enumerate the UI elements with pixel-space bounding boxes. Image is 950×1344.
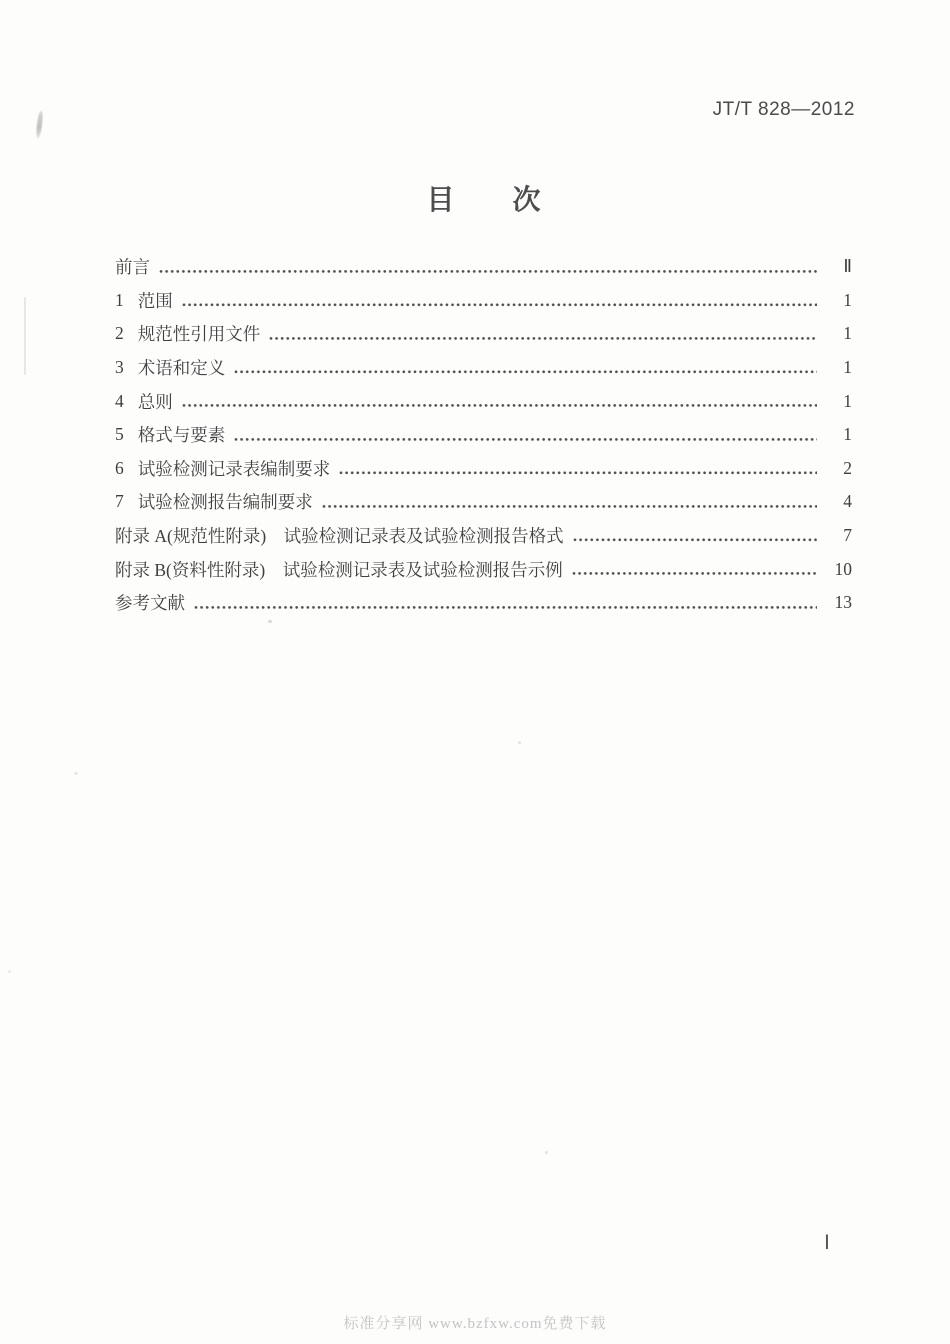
toc-entry-number: 2: [115, 323, 124, 344]
toc-entry-number: 1: [115, 289, 124, 310]
toc-entry-label: 试验检测报告编制要求: [137, 492, 313, 513]
toc-title-char-first: 目: [426, 185, 455, 216]
toc-entry-number: 6: [115, 457, 124, 478]
toc-entry: [115, 519, 852, 553]
toc-entry-page: 1: [843, 357, 852, 378]
toc-entry-label: 参考文献: [115, 593, 185, 614]
toc-entry-page: 10: [834, 558, 852, 579]
toc-entry-page: 1: [843, 289, 852, 310]
toc-entry-page: 2: [843, 457, 852, 478]
standard-code-header: JT/T 828—2012: [712, 99, 855, 120]
toc-title-char-second: 次: [512, 185, 541, 216]
toc-entry: [115, 586, 852, 620]
toc-entry-label: 前言: [115, 257, 150, 278]
dot-leader: [322, 485, 817, 519]
toc-entry: [115, 317, 852, 351]
toc-entry-page: 4: [843, 491, 852, 512]
scan-speck: [74, 772, 78, 775]
toc-entry-number: 4: [115, 390, 124, 411]
dot-leader: [159, 250, 817, 284]
toc-entry: [115, 552, 852, 586]
toc-entry-label: 术语和定义: [137, 358, 226, 379]
scan-speck: [8, 970, 11, 973]
toc-entry-label: 规范性引用文件: [137, 324, 261, 345]
toc-entry-number: 5: [115, 424, 124, 445]
toc-entry-number: 3: [115, 357, 124, 378]
dot-leader: [182, 284, 817, 318]
toc-entry-label: 范围: [137, 290, 173, 311]
toc-entry: [115, 418, 852, 452]
dot-leader: [182, 384, 817, 418]
toc-entry: [115, 284, 852, 318]
scan-speck: [545, 1151, 548, 1154]
toc-entry-label: 附录 A(规范性附录) 试验检测记录表及试验检测报告格式: [115, 526, 564, 547]
toc-entry: [115, 250, 852, 284]
toc-entry-label: 格式与要素: [137, 425, 226, 446]
toc-entry-page: Ⅱ: [843, 256, 852, 277]
page-number: Ⅰ: [824, 1232, 830, 1254]
dot-leader: [572, 552, 817, 586]
toc-entry-label: 附录 B(资料性附录) 试验检测记录表及试验检测报告示例: [115, 559, 563, 580]
dot-leader: [573, 519, 817, 553]
toc-entry-page: 1: [843, 424, 852, 445]
toc-list: [115, 250, 852, 620]
dot-leader: [339, 452, 817, 486]
scan-smudge: [35, 111, 43, 138]
toc-entry: [115, 351, 852, 385]
dot-leader: [269, 317, 817, 351]
scan-edge-line: [24, 297, 26, 375]
toc-entry-page: 1: [843, 323, 852, 344]
dot-leader: [234, 351, 817, 385]
toc-entry-label: 总则: [137, 391, 173, 412]
scan-speck: [268, 620, 272, 623]
toc-entry: [115, 384, 852, 418]
toc-entry-label: 试验检测记录表编制要求: [137, 458, 331, 479]
toc-title: [115, 178, 852, 218]
dot-leader: [194, 586, 817, 620]
watermark-text: 标准分享网 www.bzfxw.com免费下载: [343, 1316, 607, 1332]
toc-entry-page: 1: [843, 390, 852, 411]
dot-leader: [234, 418, 817, 452]
toc-entry: [115, 485, 852, 519]
toc-entry-number: 7: [115, 491, 124, 512]
toc-entry-page: 13: [834, 592, 852, 613]
toc-entry-page: 7: [843, 525, 852, 546]
toc-entry: [115, 452, 852, 486]
scan-speck: [518, 741, 521, 744]
